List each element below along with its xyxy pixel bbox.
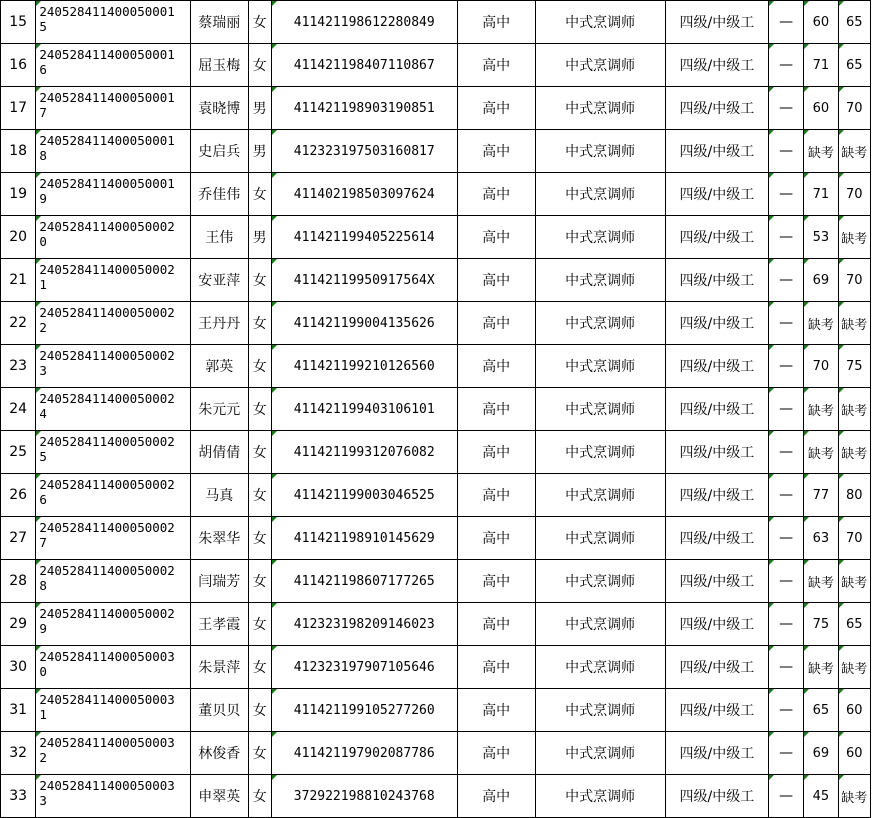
name-cell: 马真 xyxy=(190,474,248,517)
gender-cell: 女 xyxy=(248,1,271,44)
exam-number-cell xyxy=(36,216,191,259)
table-row xyxy=(1,517,871,560)
occupation-cell: 中式烹调师 xyxy=(535,689,665,732)
exam-number-line2: 9 xyxy=(39,621,47,636)
level-cell: 四级/中级工 xyxy=(665,130,768,173)
exam-type-cell: — xyxy=(768,388,803,431)
exam-type-cell: — xyxy=(768,517,803,560)
occupation-cell: 中式烹调师 xyxy=(535,775,665,818)
gender-cell: 女 xyxy=(248,517,271,560)
id-number-cell: 411421199003046525 xyxy=(271,474,457,517)
exam-type-cell: — xyxy=(768,646,803,689)
exam-number-cell xyxy=(36,603,191,646)
theory-score-cell: 75 xyxy=(804,603,838,646)
skill-score-cell: 70 xyxy=(838,517,870,560)
exam-number-line1: 240528411400050002 xyxy=(39,348,175,363)
skill-score-cell: 65 xyxy=(838,1,870,44)
name-cell: 朱元元 xyxy=(190,388,248,431)
exam-number-cell xyxy=(36,388,191,431)
exam-type-cell: — xyxy=(768,560,803,603)
skill-score-cell: 缺考 xyxy=(838,646,870,689)
table-row xyxy=(1,130,871,173)
theory-score-cell: 缺考 xyxy=(804,646,838,689)
occupation-cell: 中式烹调师 xyxy=(535,87,665,130)
name-cell: 安亚萍 xyxy=(190,259,248,302)
occupation-cell: 中式烹调师 xyxy=(535,732,665,775)
exam-number-line1: 240528411400050001 xyxy=(39,133,175,148)
name-cell: 乔佳伟 xyxy=(190,173,248,216)
exam-number-line2: 5 xyxy=(39,449,47,464)
exam-number-line2: 8 xyxy=(39,578,47,593)
row-number-cell: 24 xyxy=(1,388,36,431)
gender-cell: 女 xyxy=(248,689,271,732)
exam-number-line2: 0 xyxy=(39,664,47,679)
education-cell: 高中 xyxy=(457,44,535,87)
exam-number-line1: 240528411400050002 xyxy=(39,219,175,234)
id-number-cell: 412323197503160817 xyxy=(271,130,457,173)
id-number-cell: 412323197907105646 xyxy=(271,646,457,689)
row-number-cell: 33 xyxy=(1,775,36,818)
row-number-cell: 26 xyxy=(1,474,36,517)
occupation-cell: 中式烹调师 xyxy=(535,431,665,474)
level-cell: 四级/中级工 xyxy=(665,603,768,646)
id-number-cell: 411421198612280849 xyxy=(271,1,457,44)
level-cell: 四级/中级工 xyxy=(665,259,768,302)
table-body xyxy=(1,1,871,818)
theory-score-cell: 缺考 xyxy=(804,560,838,603)
gender-cell: 女 xyxy=(248,560,271,603)
gender-cell: 女 xyxy=(248,44,271,87)
theory-score-cell: 69 xyxy=(804,732,838,775)
exam-number-cell xyxy=(36,689,191,732)
exam-number-line2: 3 xyxy=(39,363,47,378)
exam-number-cell xyxy=(36,259,191,302)
level-cell: 四级/中级工 xyxy=(665,345,768,388)
exam-number-line1: 240528411400050001 xyxy=(39,4,175,19)
name-cell: 袁晓博 xyxy=(190,87,248,130)
theory-score-cell: 60 xyxy=(804,1,838,44)
id-number-cell: 411421197902087786 xyxy=(271,732,457,775)
exam-number-cell xyxy=(36,775,191,818)
row-number-cell: 20 xyxy=(1,216,36,259)
exam-number-cell xyxy=(36,517,191,560)
id-number-cell: 411421198903190851 xyxy=(271,87,457,130)
theory-score-cell: 53 xyxy=(804,216,838,259)
occupation-cell: 中式烹调师 xyxy=(535,517,665,560)
row-number-cell: 32 xyxy=(1,732,36,775)
education-cell: 高中 xyxy=(457,646,535,689)
row-number-cell: 25 xyxy=(1,431,36,474)
gender-cell: 女 xyxy=(248,345,271,388)
level-cell: 四级/中级工 xyxy=(665,646,768,689)
table-row xyxy=(1,216,871,259)
skill-score-cell: 70 xyxy=(838,173,870,216)
id-number-cell: 411421198607177265 xyxy=(271,560,457,603)
level-cell: 四级/中级工 xyxy=(665,474,768,517)
exam-number-line2: 8 xyxy=(39,148,47,163)
occupation-cell: 中式烹调师 xyxy=(535,173,665,216)
exam-number-cell xyxy=(36,87,191,130)
exam-type-cell: — xyxy=(768,732,803,775)
gender-cell: 女 xyxy=(248,474,271,517)
name-cell: 闫瑞芳 xyxy=(190,560,248,603)
education-cell: 高中 xyxy=(457,517,535,560)
row-number-cell: 17 xyxy=(1,87,36,130)
name-cell: 董贝贝 xyxy=(190,689,248,732)
gender-cell: 女 xyxy=(248,302,271,345)
name-cell: 朱景萍 xyxy=(190,646,248,689)
exam-number-cell xyxy=(36,345,191,388)
exam-type-cell: — xyxy=(768,1,803,44)
theory-score-cell: 65 xyxy=(804,689,838,732)
exam-number-line1: 240528411400050003 xyxy=(39,649,175,664)
theory-score-cell: 60 xyxy=(804,87,838,130)
row-number-cell: 21 xyxy=(1,259,36,302)
education-cell: 高中 xyxy=(457,474,535,517)
education-cell: 高中 xyxy=(457,732,535,775)
exam-number-cell xyxy=(36,173,191,216)
id-number-cell: 372922198810243768 xyxy=(271,775,457,818)
theory-score-cell: 71 xyxy=(804,44,838,87)
skill-score-cell: 60 xyxy=(838,732,870,775)
table-row xyxy=(1,1,871,44)
level-cell: 四级/中级工 xyxy=(665,431,768,474)
gender-cell: 女 xyxy=(248,173,271,216)
education-cell: 高中 xyxy=(457,560,535,603)
education-cell: 高中 xyxy=(457,302,535,345)
table-row xyxy=(1,173,871,216)
row-number-cell: 23 xyxy=(1,345,36,388)
row-number-cell: 28 xyxy=(1,560,36,603)
table-row xyxy=(1,302,871,345)
exam-number-cell xyxy=(36,130,191,173)
id-number-cell: 411421198910145629 xyxy=(271,517,457,560)
exam-type-cell: — xyxy=(768,775,803,818)
occupation-cell: 中式烹调师 xyxy=(535,1,665,44)
skill-score-cell: 缺考 xyxy=(838,302,870,345)
exam-number-line1: 240528411400050001 xyxy=(39,47,175,62)
theory-score-cell: 69 xyxy=(804,259,838,302)
name-cell: 王丹丹 xyxy=(190,302,248,345)
exam-number-line2: 9 xyxy=(39,191,47,206)
skill-score-cell: 缺考 xyxy=(838,431,870,474)
id-number-cell: 411421199405225614 xyxy=(271,216,457,259)
exam-number-line2: 6 xyxy=(39,62,47,77)
exam-type-cell: — xyxy=(768,345,803,388)
education-cell: 高中 xyxy=(457,130,535,173)
exam-number-line1: 240528411400050002 xyxy=(39,391,175,406)
level-cell: 四级/中级工 xyxy=(665,44,768,87)
theory-score-cell: 45 xyxy=(804,775,838,818)
exam-number-cell xyxy=(36,732,191,775)
exam-type-cell: — xyxy=(768,259,803,302)
exam-number-line2: 4 xyxy=(39,406,47,421)
occupation-cell: 中式烹调师 xyxy=(535,259,665,302)
education-cell: 高中 xyxy=(457,775,535,818)
exam-number-cell xyxy=(36,1,191,44)
occupation-cell: 中式烹调师 xyxy=(535,603,665,646)
row-number-cell: 16 xyxy=(1,44,36,87)
occupation-cell: 中式烹调师 xyxy=(535,474,665,517)
level-cell: 四级/中级工 xyxy=(665,216,768,259)
gender-cell: 女 xyxy=(248,388,271,431)
occupation-cell: 中式烹调师 xyxy=(535,560,665,603)
skill-score-cell: 缺考 xyxy=(838,775,870,818)
id-number-cell: 41142119950917564X xyxy=(271,259,457,302)
name-cell: 申翠英 xyxy=(190,775,248,818)
education-cell: 高中 xyxy=(457,603,535,646)
education-cell: 高中 xyxy=(457,259,535,302)
exam-number-line1: 240528411400050001 xyxy=(39,90,175,105)
id-number-cell: 411421199004135626 xyxy=(271,302,457,345)
exam-number-line1: 240528411400050003 xyxy=(39,692,175,707)
theory-score-cell: 70 xyxy=(804,345,838,388)
level-cell: 四级/中级工 xyxy=(665,302,768,345)
level-cell: 四级/中级工 xyxy=(665,732,768,775)
exam-number-line2: 7 xyxy=(39,535,47,550)
exam-number-line1: 240528411400050003 xyxy=(39,778,175,793)
id-number-cell: 411421199403106101 xyxy=(271,388,457,431)
exam-number-line1: 240528411400050002 xyxy=(39,305,175,320)
exam-number-line1: 240528411400050002 xyxy=(39,434,175,449)
education-cell: 高中 xyxy=(457,216,535,259)
exam-type-cell: — xyxy=(768,603,803,646)
skill-score-cell: 65 xyxy=(838,603,870,646)
table-row xyxy=(1,345,871,388)
occupation-cell: 中式烹调师 xyxy=(535,388,665,431)
skill-score-cell: 70 xyxy=(838,259,870,302)
id-number-cell: 411421199312076082 xyxy=(271,431,457,474)
table-row xyxy=(1,388,871,431)
id-number-cell: 411421198407110867 xyxy=(271,44,457,87)
exam-number-line2: 5 xyxy=(39,19,47,34)
gender-cell: 男 xyxy=(248,130,271,173)
exam-number-cell xyxy=(36,302,191,345)
row-number-cell: 18 xyxy=(1,130,36,173)
occupation-cell: 中式烹调师 xyxy=(535,44,665,87)
table-row xyxy=(1,689,871,732)
occupation-cell: 中式烹调师 xyxy=(535,345,665,388)
id-number-cell: 411421199210126560 xyxy=(271,345,457,388)
theory-score-cell: 缺考 xyxy=(804,130,838,173)
exam-number-line2: 6 xyxy=(39,492,47,507)
row-number-cell: 27 xyxy=(1,517,36,560)
education-cell: 高中 xyxy=(457,87,535,130)
name-cell: 屈玉梅 xyxy=(190,44,248,87)
gender-cell: 女 xyxy=(248,603,271,646)
theory-score-cell: 缺考 xyxy=(804,431,838,474)
exam-number-line1: 240528411400050002 xyxy=(39,606,175,621)
level-cell: 四级/中级工 xyxy=(665,775,768,818)
level-cell: 四级/中级工 xyxy=(665,173,768,216)
exam-type-cell: — xyxy=(768,130,803,173)
exam-number-line1: 240528411400050002 xyxy=(39,262,175,277)
gender-cell: 女 xyxy=(248,259,271,302)
name-cell: 郭英 xyxy=(190,345,248,388)
exam-type-cell: — xyxy=(768,44,803,87)
gender-cell: 女 xyxy=(248,646,271,689)
row-number-cell: 15 xyxy=(1,1,36,44)
occupation-cell: 中式烹调师 xyxy=(535,130,665,173)
exam-number-line2: 2 xyxy=(39,750,47,765)
level-cell: 四级/中级工 xyxy=(665,517,768,560)
exam-type-cell: — xyxy=(768,431,803,474)
id-number-cell: 412323198209146023 xyxy=(271,603,457,646)
exam-type-cell: — xyxy=(768,173,803,216)
education-cell: 高中 xyxy=(457,431,535,474)
exam-type-cell: — xyxy=(768,302,803,345)
exam-number-line2: 2 xyxy=(39,320,47,335)
skill-score-cell: 缺考 xyxy=(838,216,870,259)
exam-number-cell xyxy=(36,560,191,603)
id-number-cell: 411402198503097624 xyxy=(271,173,457,216)
table-row xyxy=(1,87,871,130)
education-cell: 高中 xyxy=(457,1,535,44)
gender-cell: 男 xyxy=(248,216,271,259)
exam-type-cell: — xyxy=(768,474,803,517)
education-cell: 高中 xyxy=(457,689,535,732)
level-cell: 四级/中级工 xyxy=(665,388,768,431)
skill-score-cell: 缺考 xyxy=(838,388,870,431)
gender-cell: 女 xyxy=(248,775,271,818)
exam-number-line2: 0 xyxy=(39,234,47,249)
row-number-cell: 19 xyxy=(1,173,36,216)
exam-number-cell xyxy=(36,431,191,474)
occupation-cell: 中式烹调师 xyxy=(535,646,665,689)
name-cell: 王孝霞 xyxy=(190,603,248,646)
exam-number-cell xyxy=(36,44,191,87)
level-cell: 四级/中级工 xyxy=(665,560,768,603)
table-row xyxy=(1,646,871,689)
table-row xyxy=(1,560,871,603)
row-number-cell: 29 xyxy=(1,603,36,646)
row-number-cell: 31 xyxy=(1,689,36,732)
row-number-cell: 22 xyxy=(1,302,36,345)
exam-number-line2: 1 xyxy=(39,277,47,292)
theory-score-cell: 缺考 xyxy=(804,388,838,431)
gender-cell: 女 xyxy=(248,732,271,775)
exam-number-line2: 3 xyxy=(39,793,47,808)
name-cell: 蔡瑞丽 xyxy=(190,1,248,44)
exam-number-line1: 240528411400050003 xyxy=(39,735,175,750)
table-row xyxy=(1,474,871,517)
name-cell: 胡倩倩 xyxy=(190,431,248,474)
gender-cell: 女 xyxy=(248,431,271,474)
level-cell: 四级/中级工 xyxy=(665,87,768,130)
table-row xyxy=(1,431,871,474)
name-cell: 林俊香 xyxy=(190,732,248,775)
name-cell: 史启兵 xyxy=(190,130,248,173)
exam-number-line2: 1 xyxy=(39,707,47,722)
gender-cell: 男 xyxy=(248,87,271,130)
skill-score-cell: 65 xyxy=(838,44,870,87)
exam-number-line1: 240528411400050002 xyxy=(39,520,175,535)
theory-score-cell: 77 xyxy=(804,474,838,517)
id-number-cell: 411421199105277260 xyxy=(271,689,457,732)
skill-score-cell: 75 xyxy=(838,345,870,388)
education-cell: 高中 xyxy=(457,173,535,216)
skill-score-cell: 60 xyxy=(838,689,870,732)
name-cell: 王伟 xyxy=(190,216,248,259)
theory-score-cell: 缺考 xyxy=(804,302,838,345)
table-row xyxy=(1,603,871,646)
name-cell: 朱翠华 xyxy=(190,517,248,560)
level-cell: 四级/中级工 xyxy=(665,1,768,44)
level-cell: 四级/中级工 xyxy=(665,689,768,732)
exam-type-cell: — xyxy=(768,216,803,259)
exam-number-line1: 240528411400050002 xyxy=(39,477,175,492)
exam-number-line1: 240528411400050002 xyxy=(39,563,175,578)
table-row xyxy=(1,732,871,775)
table-row xyxy=(1,259,871,302)
skill-score-cell: 70 xyxy=(838,87,870,130)
occupation-cell: 中式烹调师 xyxy=(535,216,665,259)
theory-score-cell: 71 xyxy=(804,173,838,216)
skill-score-cell: 缺考 xyxy=(838,130,870,173)
occupation-cell: 中式烹调师 xyxy=(535,302,665,345)
exam-number-cell xyxy=(36,646,191,689)
skill-score-cell: 缺考 xyxy=(838,560,870,603)
exam-number-line2: 7 xyxy=(39,105,47,120)
exam-type-cell: — xyxy=(768,689,803,732)
exam-number-cell xyxy=(36,474,191,517)
exam-type-cell: — xyxy=(768,87,803,130)
theory-score-cell: 63 xyxy=(804,517,838,560)
table-row xyxy=(1,44,871,87)
row-number-cell: 30 xyxy=(1,646,36,689)
skill-score-cell: 80 xyxy=(838,474,870,517)
education-cell: 高中 xyxy=(457,388,535,431)
education-cell: 高中 xyxy=(457,345,535,388)
table-row xyxy=(1,775,871,818)
exam-number-line1: 240528411400050001 xyxy=(39,176,175,191)
